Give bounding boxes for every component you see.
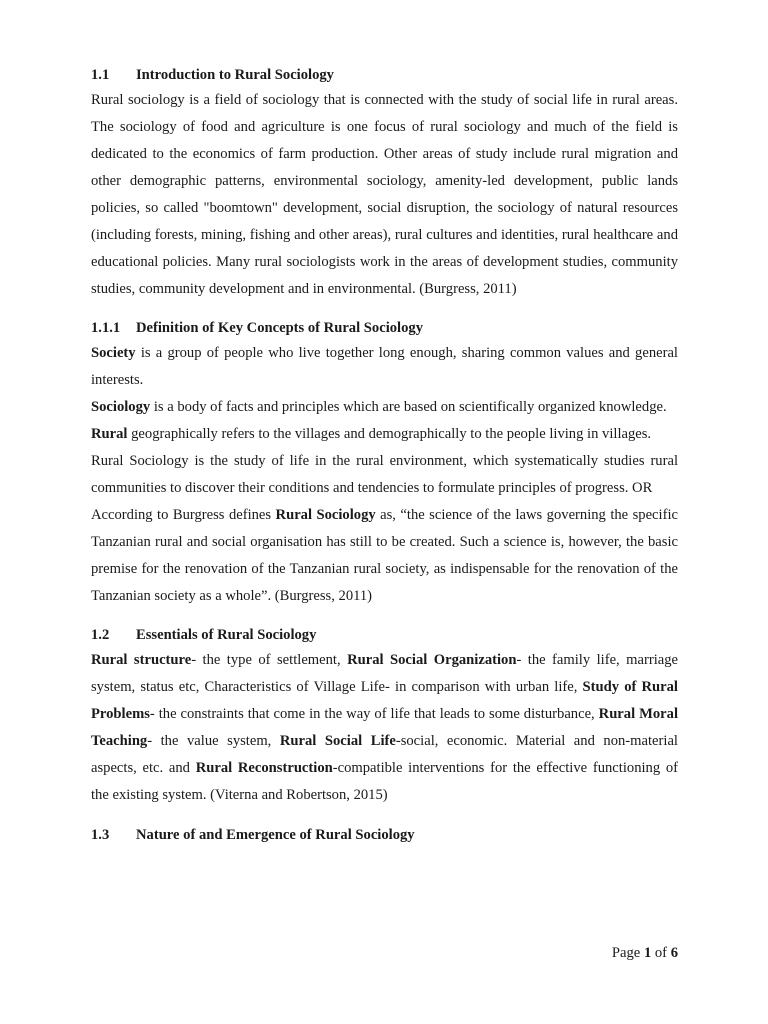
definition-society [91, 340, 678, 394]
document-body [91, 63, 678, 847]
section-heading-1-1-1 [91, 316, 678, 340]
term-rural-structure: Rural structure [91, 652, 192, 668]
essentials-text: - the constraints that come in the way of life that leads to some disturbance, [149, 706, 599, 722]
essentials-text: - the family life, marriage system, status etc, Characteristics of Village Life- in comparison with urban life, [91, 652, 679, 695]
essentials-text: -social, economic. Material and non-material aspects, etc. and [91, 733, 678, 776]
definition-text: According to Burgress defines [91, 507, 276, 523]
term-rural-reconstruction: Rural Reconstruction [195, 760, 333, 776]
definition-rural [91, 421, 678, 448]
intro-paragraph: Rural sociology is a field of sociology that is connected with the study of social life in rural areas. The sociology of food and agriculture is one focus of rural sociology and much of the field is dedicated to the economics of farm production. Other areas of study include rural migration and other demographic patterns, environmental sociology, amenity-led development, public lands policies, so called "boomtown" development, social disruption, the sociology of natural resources (including forests, mining, fishing and other areas), rural cultures and identities, rural healthcare and educational policies. Many rural sociologists work in the areas of development studies, community studies, community development and in environmental. (Burgress, 2011) [91, 92, 678, 297]
section-title: Nature of and Emergence of Rural Sociology [136, 827, 415, 843]
term-rural-social-life: Rural Social Life [279, 733, 396, 749]
definition-sociology [91, 394, 678, 421]
term-rural-sociology: Rural Sociology [275, 507, 376, 523]
section-heading-1-1 [91, 63, 678, 87]
page-number-footer [612, 941, 678, 965]
essentials-text: - the value system, [147, 733, 280, 749]
section-heading-1-3 [91, 823, 678, 847]
of-label: of [651, 945, 671, 961]
term-sociology: Sociology [91, 399, 151, 415]
section-number: 1.1.1 [91, 320, 121, 336]
section-number: 1.2 [91, 627, 110, 643]
section-title: Introduction to Rural Sociology [136, 67, 334, 83]
definition-text: is a group of people who live together long enough, sharing common values and general interests. [91, 345, 678, 388]
essentials-text: - the type of settlement, [191, 652, 348, 668]
rural-sociology-paragraph: Rural Sociology is the study of life in the rural environment, which systematically studies rural communities to discover their conditions and tendencies to formulate principles of progress. OR [91, 453, 678, 496]
term-society: Society [91, 345, 136, 361]
section-heading-1-2 [91, 623, 678, 647]
current-page: 1 [643, 945, 652, 961]
section-title: Essentials of Rural Sociology [136, 627, 317, 643]
term-rural: Rural [91, 426, 128, 442]
term-study-of-rural-problems: Study of Rural Problems [91, 679, 678, 722]
term-rural-social-organization: Rural Social Organization [347, 652, 517, 668]
section-number: 1.1 [91, 67, 110, 83]
section-number: 1.3 [91, 827, 110, 843]
total-pages: 6 [670, 945, 678, 961]
definition-text: is a body of facts and principles which are based on scientifically organized knowledge. [150, 399, 667, 415]
section-title: Definition of Key Concepts of Rural Sociology [136, 320, 423, 336]
page-label: Page [611, 945, 644, 961]
definition-text: as, “the science of the laws governing the specific Tanzanian rural and social organisation has still to be created. Such a science is, however, the basic premise for the renovation of the Tanzanian rural society, as indispensable for the renovation of the Tanzanian society as a whole”. (Burgress, 2011) [91, 507, 678, 604]
burgress-definition [91, 502, 678, 610]
essentials-paragraph [91, 647, 678, 809]
definition-text: geographically refers to the villages and demographically to the people living in villages. [127, 426, 652, 442]
essentials-text: -compatible interventions for the effective functioning of the existing system. (Viterna and Robertson, 2015) [91, 760, 679, 803]
term-rural-moral-teaching: Rural Moral Teaching [91, 706, 678, 749]
